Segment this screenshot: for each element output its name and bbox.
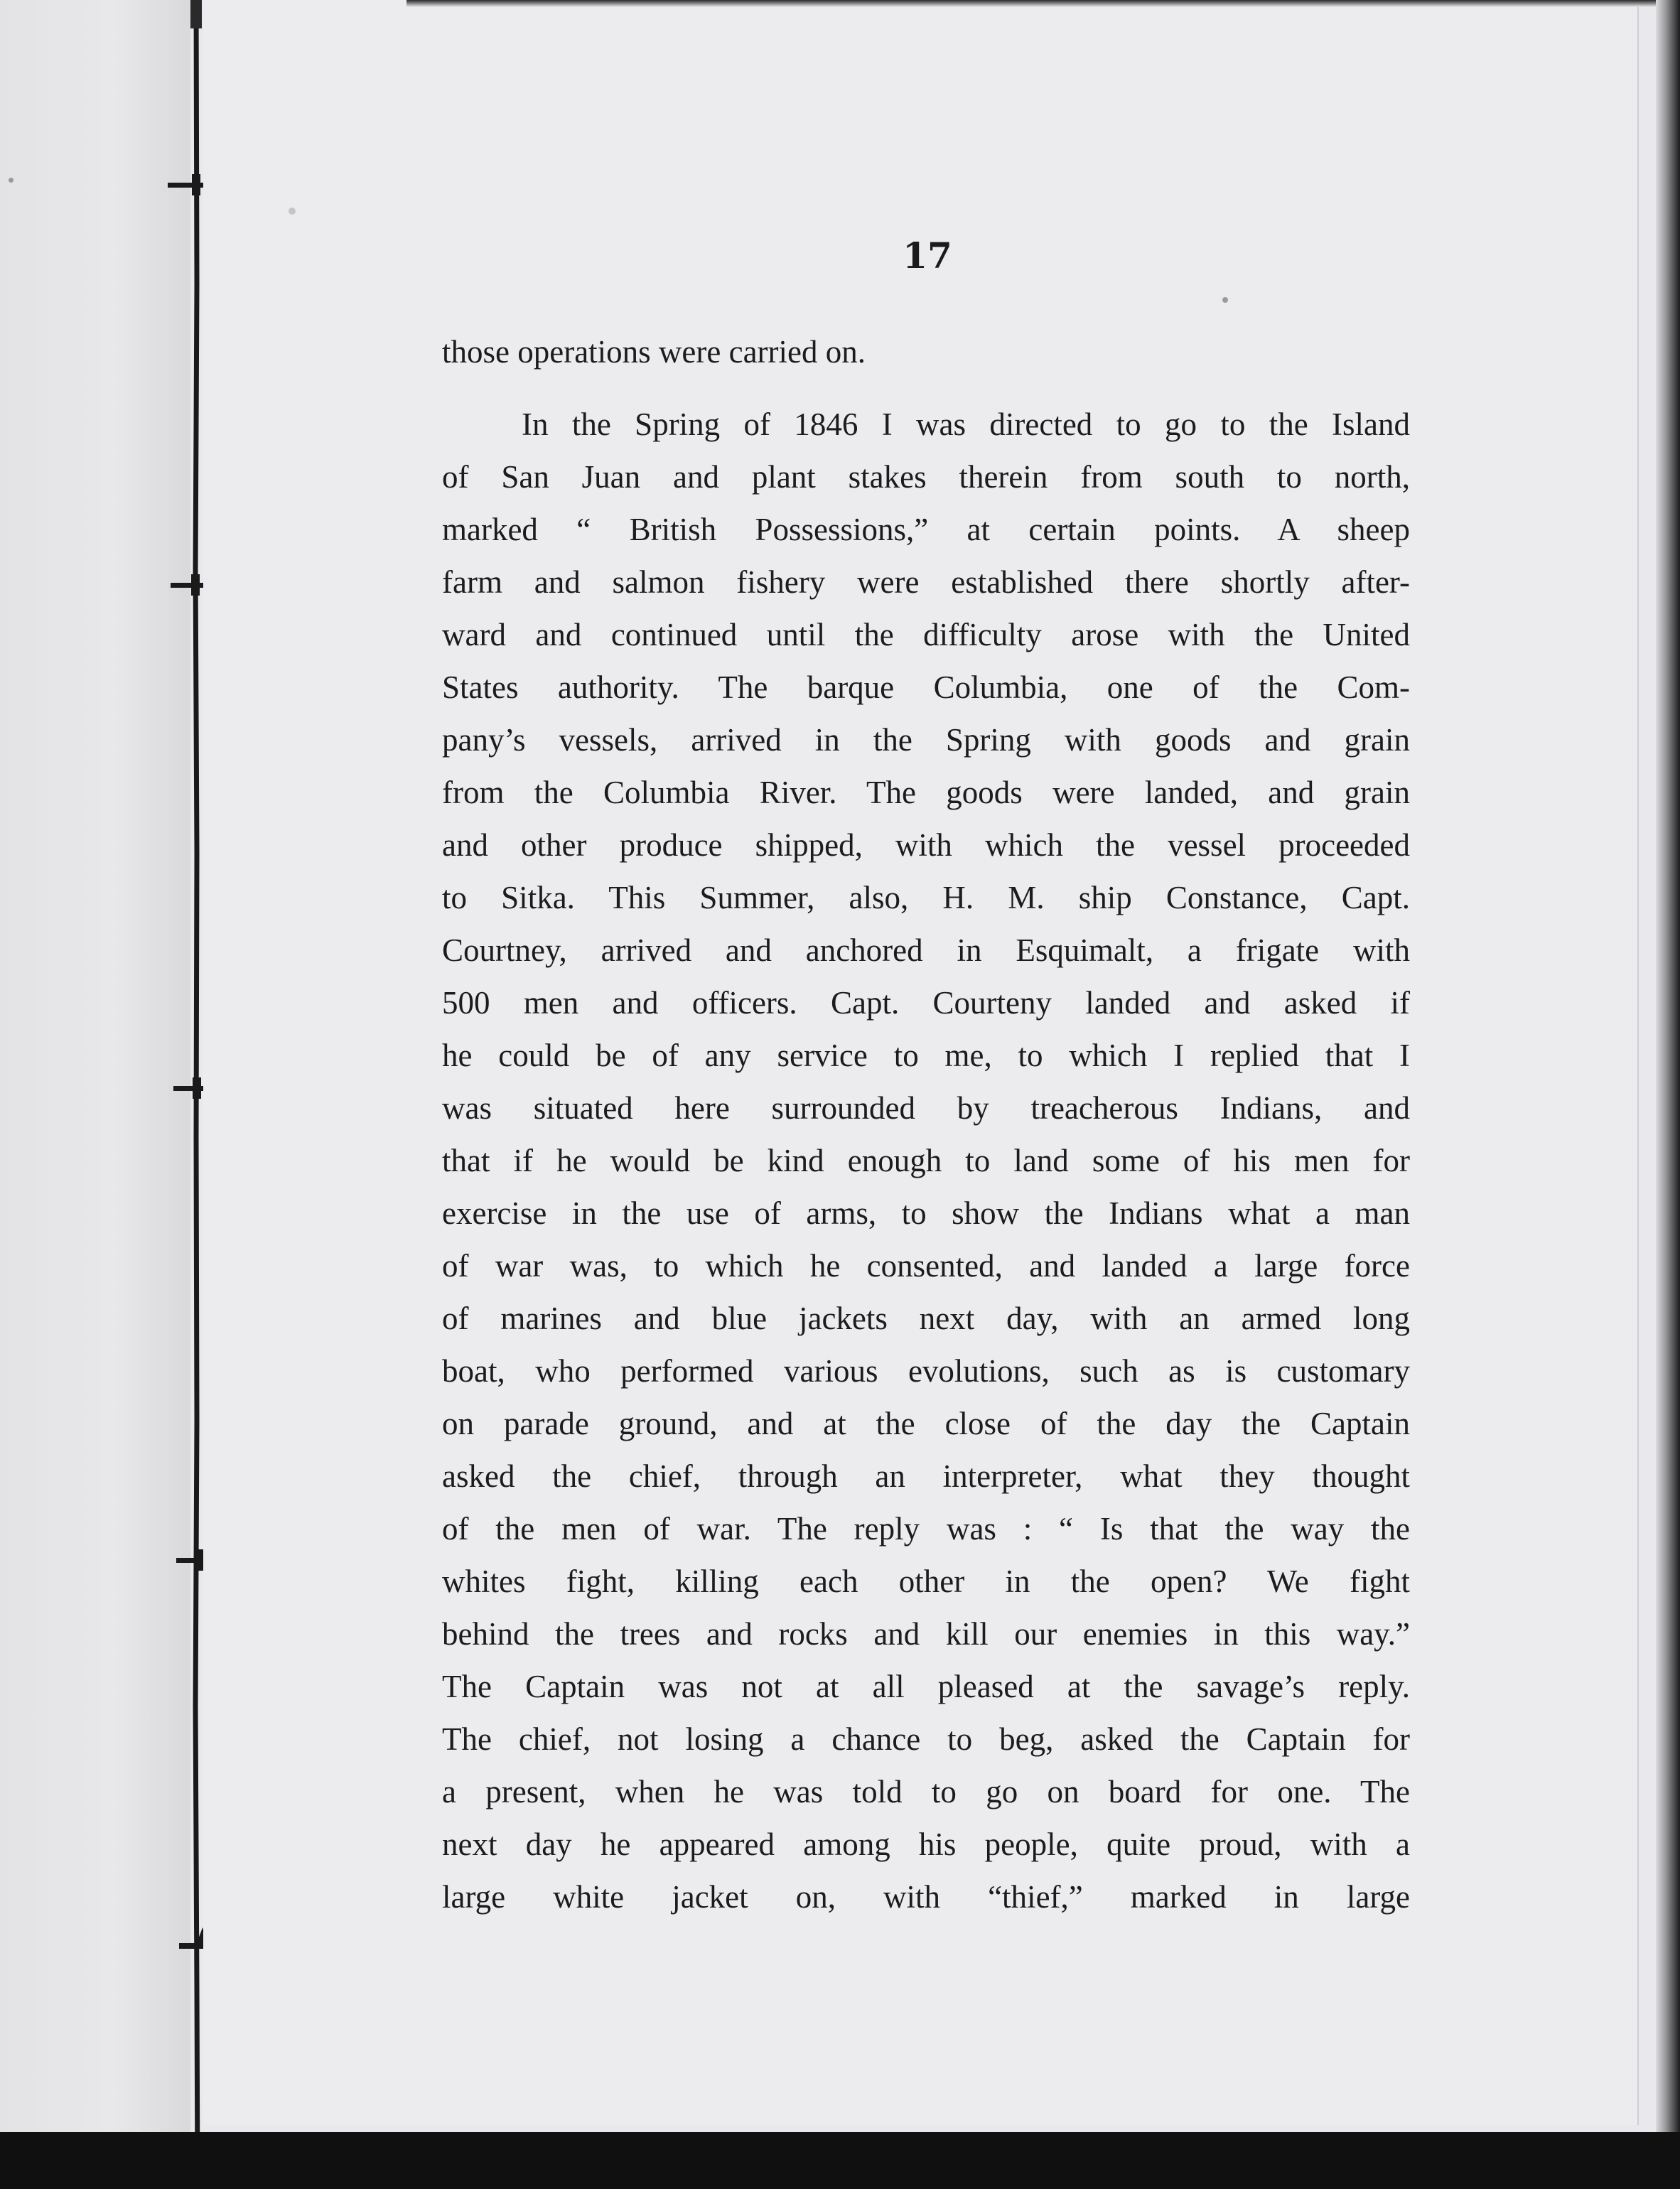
text-line: next day he appeared among his people, quite proud, with a [442,1827,1410,1862]
text-line: boat, who performed various evolutions, such as is customary [442,1353,1410,1389]
text-line: Courtney, arrived and anchored in Esquimalt, a frigate with [442,932,1410,968]
text-line: of marines and blue jackets next day, with an armed long [442,1301,1410,1336]
text-line: those operations were carried on. [442,334,866,370]
text-line: was situated here surrounded by treacherous Indians, and [442,1090,1410,1126]
text-line: from the Columbia River. The goods were landed, and grain [442,775,1410,810]
text-line: large white jacket on, with “thief,” marked in large [442,1879,1410,1915]
text-line: The Captain was not at all pleased at the savage’s reply. [442,1669,1410,1704]
text-line: on parade ground, and at the close of the day the Captain [442,1406,1410,1441]
page-number: 17 [903,235,952,276]
text-line: asked the chief, through an interpreter, what they thought [442,1458,1410,1494]
text-line: ward and continued until the difficulty arose with the United [442,617,1410,652]
text-line: marked “ British Possessions,” at certain points. A sheep [442,512,1410,547]
text-line: to Sitka. This Summer, also, H. M. ship Constance, Capt. [442,880,1410,915]
text-line: a present, when he was told to go on board for one. The [442,1774,1410,1809]
text-line: and other produce shipped, with which the vessel proceeded [442,827,1410,863]
paper-speck [1222,297,1228,303]
text-line: whites fight, killing each other in the open? We fight [442,1564,1410,1599]
text-line: behind the trees and rocks and kill our enemies in this way.” [442,1616,1410,1652]
paper-speck [289,208,296,215]
text-line: The chief, not losing a chance to beg, asked the Captain for [442,1721,1410,1757]
facing-page-margin [0,0,190,2189]
text-line: In the Spring of 1846 I was directed to go to the Island [522,407,1410,442]
page-top-edge [406,0,1680,7]
paper-speck [9,178,14,183]
text-line: he could be of any service to me, to which I replied that I [442,1038,1410,1073]
text-line: exercise in the use of arms, to show the Indians what a man [442,1195,1410,1231]
text-line: farm and salmon fishery were established there shortly after- [442,564,1410,600]
text-line: pany’s vessels, arrived in the Spring with goods and grain [442,722,1410,758]
text-line: of war was, to which he consented, and landed a large force [442,1248,1410,1284]
scan-bottom-border [0,2132,1680,2189]
text-line: that if he would be kind enough to land some of his men for [442,1143,1410,1178]
text-line: States authority. The barque Columbia, one of the Com- [442,669,1410,705]
text-line: 500 men and officers. Capt. Courteny landed and asked if [442,985,1410,1021]
page-right-edge-shadow [1656,0,1680,2189]
text-line: of the men of war. The reply was : “ Is that the way the [442,1511,1410,1547]
text-line: of San Juan and plant stakes therein from south to north, [442,459,1410,495]
